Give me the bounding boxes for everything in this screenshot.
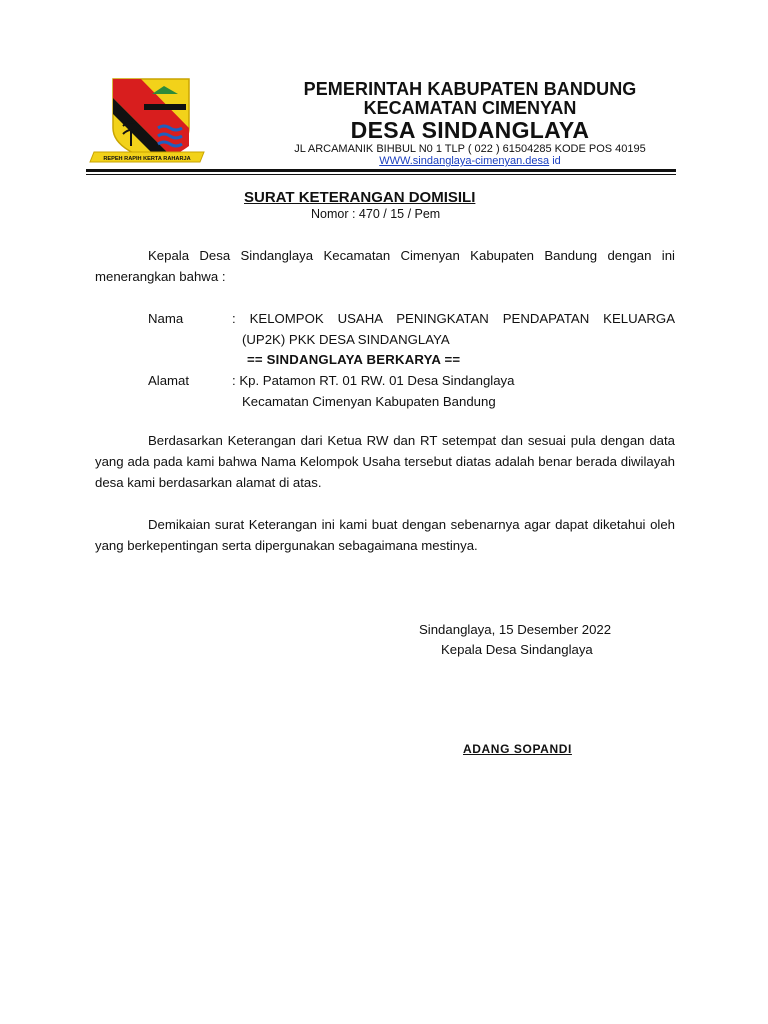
letterhead-divider-thin (86, 174, 676, 175)
place-date: Sindanglaya, 15 Desember 2022 (419, 622, 612, 637)
letterhead-address: JL ARCAMANIK BIHBUL N0 1 TLP ( 022 ) 61504285 KODE POS 40195 (294, 143, 646, 155)
letterhead-government: PEMERINTAH KABUPATEN BANDUNG (303, 79, 637, 99)
letterhead-district: KECAMATAN CIMENYAN (363, 98, 577, 118)
nama-label: Nama (148, 311, 184, 326)
letterhead-divider-thick (86, 169, 676, 172)
district-emblem-logo (86, 76, 208, 168)
intro-paragraph: Kepala Desa Sindanglaya Kecamatan Cimenyan Kabupaten Bandung dengan ini menerangkan bahwa : (95, 248, 675, 284)
alamat-line2: Kecamatan Cimenyan Kabupaten Bandung (242, 394, 496, 409)
alamat-label: Alamat (148, 373, 190, 388)
letterhead-website-line (270, 155, 670, 167)
logo-motto: REPEH RAPIH KERTA RAHARJA (103, 156, 191, 162)
letterhead-village: DESA SINDANGLAYA (350, 117, 590, 143)
signer-position: Kepala Desa Sindanglaya (441, 642, 593, 657)
signer-name: ADANG SOPANDI (463, 742, 572, 756)
nama-value-line2: (UP2K) PKK DESA SINDANGLAYA (242, 332, 450, 347)
body-paragraph-1: Berdasarkan Keterangan dari Ketua RW dan RT setempat dan sesuai pula dengan data yang ada pada kami bahwa Nama Kelompok Usaha tersebut diatas adalah benar berada diwilayah desa kami berdasarkan alamat di atas. (95, 433, 675, 490)
tagline: == SINDANGLAYA BERKARYA == (247, 352, 461, 367)
alamat-line1: : Kp. Patamon RT. 01 RW. 01 Desa Sindanglaya (232, 373, 515, 388)
website-suffix: id (549, 155, 561, 167)
body-paragraph-2: Demikaian surat Keterangan ini kami buat dengan sebenarnya agar dapat diketahui oleh yang berkepentingan serta dipergunakan sebagaimana mestinya. (95, 517, 675, 553)
nama-value-line1: : KELOMPOK USAHA PENINGKATAN PENDAPATAN KELUARGA (232, 311, 675, 326)
website-link[interactable]: WWW.sindanglaya-cimenyan.desa (379, 155, 550, 167)
letter-title: SURAT KETERANGAN DOMISILI (244, 189, 476, 206)
letter-number: Nomor : 470 / 15 / Pem (311, 207, 441, 221)
